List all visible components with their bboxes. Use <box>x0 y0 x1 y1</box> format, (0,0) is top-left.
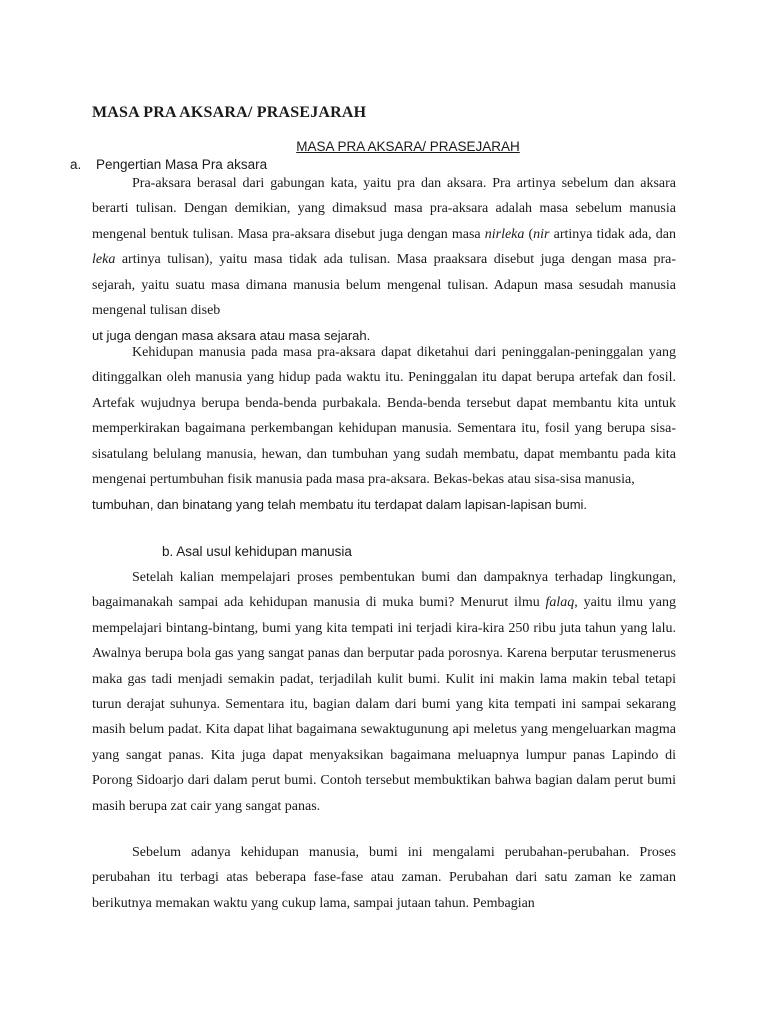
document-title: MASA PRA AKSARA/ PRASEJARAH <box>92 104 367 121</box>
p1-part1: Pra-aksara berasal dari gabungan kata, yaitu pra dan aksara. Pra artinya sebelum dan aksara berarti tulisan. Dengan demikian, yang dimaksud masa pra-aksara adalah masa sebelum manusia mengenal bentuk tulisan. Masa pra-aksara disebut juga dengan masa <box>92 176 676 242</box>
p2-last-line: tumbuhan, dan binatang yang telah membatu itu terdapat dalam lapisan-lapisan bumi. <box>92 497 588 513</box>
section-a-marker: a. <box>70 157 82 172</box>
p3-part1: Setelah kalian mempelajari proses pembentukan bumi dan dampaknya terhadap lingkungan, bagaimanakah sampai ada kehidupan manusia di muka bumi? Menurut ilmu <box>92 570 676 611</box>
paragraph-pra-aksara-definition <box>92 171 676 349</box>
p4-text: Sebelum adanya kehidupan manusia, bumi ini mengalami perubahan-perubahan. Proses perubahan itu terbagi atas beberapa fase-fase atau zaman. Perubahan dari satu zaman ke zaman berikutnya memakan waktu yang cukup lama, sampai jutaan tahun. Pembagian <box>92 845 676 911</box>
section-a-title: Pengertian Masa Pra aksara <box>96 157 268 172</box>
p3-italic-falaq: falaq <box>545 595 575 611</box>
p1-italic-nir: nir <box>533 226 550 242</box>
p1-italic-nirleka: nirleka <box>484 226 525 242</box>
document-subtitle: MASA PRA AKSARA/ PRASEJARAH <box>296 139 520 154</box>
paragraph-asal-usul <box>92 565 676 819</box>
p1-part4: artinya tulisan), yaitu masa tidak ada tulisan. Masa praaksara disebut juga dengan masa pra-sejarah, yaitu suatu masa dimana manusia belum mengenal tulisan. Adapun masa sesudah manusia mengenal tulisan diseb <box>92 252 676 319</box>
paragraph-perubahan-bumi <box>92 840 676 916</box>
p3-part2: , yaitu ilmu yang mempelajari bintang-bintang, bumi yang kita tempati ini terjadi kira-kira 250 ribu juta tahun yang lalu. Awalnya berupa bola gas yang sangat panas dan berputar pada porosnya. Karena berputar terusmenerus maka gas tadi menjadi semakin padat, terjadilah kulit bumi. Kulit ini makin lama makin tebal tetapi turun derajat suhunya. Sementara itu, bagian dalam dari bumi yang kita tempati ini sampai sekarang masih belum padat. Kita dapat lihat bagaimana sewaktugunung api meletus yang mengeluarkan magma yang sangat panas. Kita juga dapat menyaksikan bagaimana meluapnya lumpur panas Lapindo di Porong Sidoarjo dari dalam perut bumi. Contoh tersebut membuktikan bahwa bagian dalam perut bumi masih berupa zat cair yang sangat panas. <box>92 595 676 814</box>
section-b-heading: b. Asal usul kehidupan manusia <box>162 544 352 559</box>
p1-italic-leka: leka <box>92 252 116 268</box>
p2-text: Kehidupan manusia pada masa pra-aksara dapat diketahui dari peninggalan-peninggalan yang ditinggalkan oleh manusia yang hidup pada waktu itu. Peninggalan itu dapat berupa artefak dan fosil. Artefak wujudnya berupa benda-benda purbakala. Benda-benda tersebut dapat membantu kita untuk memperkirakan bagaimana perkembangan kehidupan manusia. Sementara itu, fosil yang berupa sisa-sisatulang belulang manusia, hewan, dan tumbuhan yang sudah membatu, dapat membantu pada kita mengenai pertumbuhan fisik manusia pada masa pra-aksara. Bekas-bekas atau sisa-sisa manusia, <box>92 345 676 488</box>
p1-part2: ( <box>524 226 534 242</box>
p1-part3: artinya tidak ada, dan <box>549 226 676 242</box>
section-a-heading <box>70 157 267 172</box>
p1-last-line: ut juga dengan masa aksara atau masa sejarah. <box>92 328 371 344</box>
paragraph-peninggalan <box>92 340 676 518</box>
